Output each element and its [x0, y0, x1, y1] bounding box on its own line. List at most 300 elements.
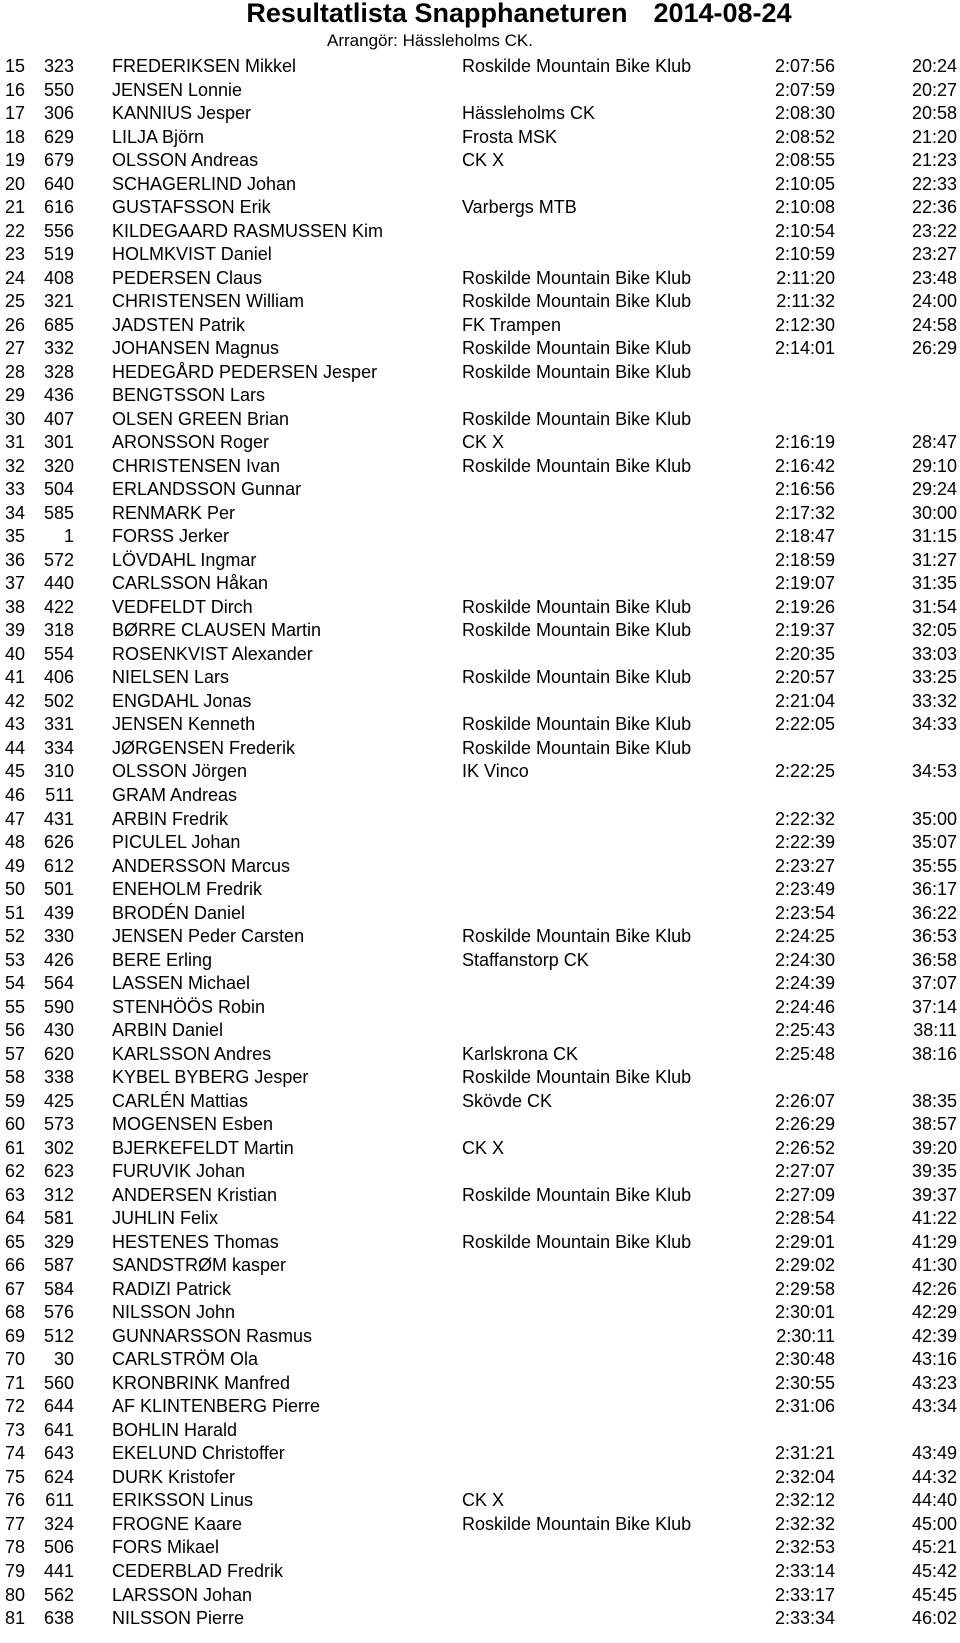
- bib-cell: 422: [43, 596, 74, 617]
- diff-cell: 38:16: [911, 1043, 957, 1064]
- bib-cell: 323: [43, 56, 74, 76]
- name-cell: BERE Erling: [112, 949, 213, 970]
- bib-cell: 312: [43, 1184, 74, 1205]
- table-row: [0, 1536, 960, 1560]
- name-cell: KRONBRINK Manfred: [112, 1372, 291, 1393]
- diff-cell: 35:55: [911, 855, 957, 876]
- time-cell: 2:10:54: [774, 220, 835, 241]
- name-cell: AF KLINTENBERG Pierre: [112, 1396, 321, 1417]
- bib-cell: 430: [43, 1020, 74, 1041]
- table-row: [0, 1466, 960, 1490]
- place-cell: 74: [5, 1443, 26, 1464]
- name-cell: ENEHOLM Fredrik: [112, 879, 263, 900]
- time-cell: 2:20:57: [774, 667, 835, 688]
- place-cell: 25: [5, 291, 26, 312]
- place-cell: 66: [5, 1255, 26, 1276]
- place-cell: 30: [5, 408, 26, 429]
- table-row: [0, 1184, 960, 1208]
- diff-cell: 31:15: [911, 526, 957, 547]
- table-row: [0, 431, 960, 455]
- time-cell: 2:22:25: [774, 761, 835, 782]
- place-cell: 61: [5, 1137, 26, 1158]
- place-cell: 19: [5, 150, 26, 171]
- time-cell: 2:25:43: [774, 1020, 835, 1041]
- place-cell: 46: [5, 784, 26, 805]
- bib-cell: 301: [43, 432, 74, 453]
- name-cell: ROSENKVIST Alexander: [112, 643, 313, 664]
- diff-cell: 45:42: [911, 1561, 957, 1581]
- name-cell: DURK Kristofer: [112, 1466, 236, 1487]
- table-row: [0, 1395, 960, 1419]
- time-cell: 2:32:04: [774, 1466, 835, 1487]
- time-cell: 2:08:52: [774, 126, 835, 147]
- bib-cell: 562: [43, 1584, 74, 1605]
- place-cell: 59: [5, 1090, 26, 1111]
- place-cell: 75: [5, 1466, 26, 1487]
- diff-cell: 39:20: [911, 1137, 957, 1158]
- diff-cell: 36:17: [911, 879, 957, 900]
- bib-cell: 641: [43, 1419, 74, 1440]
- table-row: [0, 267, 960, 291]
- table-row: [0, 1207, 960, 1231]
- table-row: [0, 619, 960, 643]
- name-cell: JØRGENSEN Frederik: [112, 737, 296, 758]
- diff-cell: 45:21: [911, 1537, 957, 1558]
- time-cell: 2:31:06: [774, 1396, 835, 1417]
- bib-cell: 506: [43, 1537, 74, 1558]
- time-cell: 2:24:30: [774, 949, 835, 970]
- bib-cell: 685: [43, 314, 74, 335]
- club-cell: CK X: [462, 1137, 505, 1158]
- name-cell: ERLANDSSON Gunnar: [112, 479, 302, 500]
- name-cell: OLSEN GREEN Brian: [112, 408, 290, 429]
- name-cell: HESTENES Thomas: [112, 1231, 279, 1252]
- bib-cell: 306: [43, 103, 74, 124]
- name-cell: HEDEGÅRD PEDERSEN Jesper: [112, 361, 378, 382]
- table-row: [0, 384, 960, 408]
- time-cell: 2:30:11: [776, 1325, 835, 1346]
- name-cell: CARLSSON Håkan: [112, 573, 269, 594]
- name-cell: LILJA Björn: [112, 126, 205, 147]
- diff-cell: 41:30: [911, 1255, 957, 1276]
- time-cell: 2:27:09: [774, 1184, 835, 1205]
- place-cell: 44: [5, 737, 26, 758]
- name-cell: OLSSON Andreas: [112, 150, 259, 171]
- name-cell: JUHLIN Felix: [112, 1208, 219, 1229]
- bib-cell: 504: [43, 479, 74, 500]
- place-cell: 50: [5, 879, 26, 900]
- time-cell: 2:07:56: [774, 56, 835, 76]
- time-cell: 2:10:08: [774, 197, 835, 218]
- time-cell: 2:22:39: [774, 832, 835, 853]
- table-row: [0, 196, 960, 220]
- place-cell: 23: [5, 244, 26, 265]
- club-cell: FK Trampen: [462, 314, 562, 335]
- time-cell: 2:24:39: [774, 973, 835, 994]
- time-cell: 2:08:55: [774, 150, 835, 171]
- bib-cell: 426: [43, 949, 74, 970]
- name-cell: ARONSSON Roger: [112, 432, 270, 453]
- bib-cell: 620: [43, 1043, 74, 1064]
- time-cell: 2:29:58: [774, 1278, 835, 1299]
- time-cell: 2:19:37: [774, 620, 835, 641]
- time-cell: 2:22:05: [774, 714, 835, 735]
- diff-cell: 42:29: [911, 1302, 957, 1323]
- name-cell: ENGDAHL Jonas: [112, 690, 252, 711]
- time-cell: 2:29:01: [774, 1231, 835, 1252]
- time-cell: 2:30:55: [774, 1372, 835, 1393]
- place-cell: 29: [5, 385, 26, 406]
- bib-cell: 572: [43, 549, 74, 570]
- time-cell: 2:30:01: [774, 1302, 835, 1323]
- time-cell: 2:26:07: [774, 1090, 835, 1111]
- bib-cell: 512: [43, 1325, 74, 1346]
- club-cell: Staffanstorp CK: [462, 949, 589, 970]
- title-text: Resultatlista Snapphaneturen: [246, 0, 628, 28]
- table-row: [0, 666, 960, 690]
- bib-cell: 318: [43, 620, 74, 641]
- diff-cell: 31:27: [911, 549, 957, 570]
- table-row: [0, 337, 960, 361]
- bib-cell: 436: [43, 385, 74, 406]
- club-cell: Roskilde Mountain Bike Klub: [462, 1067, 692, 1088]
- time-cell: 2:19:07: [774, 573, 835, 594]
- diff-cell: 29:10: [911, 455, 957, 476]
- bib-cell: 502: [43, 690, 74, 711]
- club-cell: Roskilde Mountain Bike Klub: [462, 620, 692, 641]
- bib-cell: 611: [45, 1490, 74, 1511]
- bib-cell: 329: [43, 1231, 74, 1252]
- name-cell: LARSSON Johan: [112, 1584, 253, 1605]
- bib-cell: 332: [43, 338, 74, 359]
- bib-cell: 554: [43, 643, 74, 664]
- name-cell: CARLÉN Mattias: [112, 1090, 249, 1111]
- name-cell: JENSEN Kenneth: [112, 714, 256, 735]
- name-cell: CHRISTENSEN William: [112, 291, 305, 312]
- time-cell: 2:08:30: [774, 103, 835, 124]
- table-row: [0, 1584, 960, 1608]
- place-cell: 78: [5, 1537, 26, 1558]
- name-cell: EKELUND Christoffer: [112, 1443, 285, 1464]
- diff-cell: 29:24: [911, 479, 957, 500]
- diff-cell: 36:22: [911, 902, 957, 923]
- club-cell: Karlskrona CK: [462, 1043, 579, 1064]
- table-row: [0, 1419, 960, 1443]
- bib-cell: 440: [43, 573, 74, 594]
- table-row: [0, 1043, 960, 1067]
- table-row: [0, 408, 960, 432]
- bib-cell: 302: [43, 1137, 74, 1158]
- place-cell: 38: [5, 596, 26, 617]
- place-cell: 47: [5, 808, 26, 829]
- table-row: [0, 1090, 960, 1114]
- diff-cell: 39:35: [911, 1161, 957, 1182]
- name-cell: GUNNARSSON Rasmus: [112, 1325, 313, 1346]
- diff-cell: 22:36: [911, 197, 957, 218]
- diff-cell: 43:23: [911, 1372, 957, 1393]
- table-row: [0, 643, 960, 667]
- table-row: [0, 878, 960, 902]
- table-row: [0, 1278, 960, 1302]
- table-row: [0, 478, 960, 502]
- name-cell: JADSTEN Patrik: [112, 314, 246, 335]
- place-cell: 65: [5, 1231, 26, 1252]
- time-cell: 2:11:32: [776, 291, 835, 312]
- table-row: [0, 102, 960, 126]
- name-cell: NIELSEN Lars: [112, 667, 230, 688]
- time-cell: 2:27:07: [774, 1161, 835, 1182]
- diff-cell: 24:58: [911, 314, 957, 335]
- table-row: [0, 314, 960, 338]
- place-cell: 55: [5, 996, 26, 1017]
- diff-cell: 42:39: [911, 1325, 957, 1346]
- results-table: [0, 55, 960, 1631]
- diff-cell: 21:23: [911, 150, 957, 171]
- bib-cell: 626: [43, 832, 74, 853]
- table-row: [0, 760, 960, 784]
- name-cell: FORSS Jerker: [112, 526, 230, 547]
- name-cell: ARBIN Fredrik: [112, 808, 229, 829]
- name-cell: NILSSON Pierre: [112, 1608, 245, 1629]
- club-cell: Roskilde Mountain Bike Klub: [462, 56, 692, 76]
- diff-cell: 33:03: [911, 643, 957, 664]
- club-cell: Frosta MSK: [462, 126, 558, 147]
- table-row: [0, 361, 960, 385]
- place-cell: 72: [5, 1396, 26, 1417]
- table-row: [0, 572, 960, 596]
- name-cell: FURUVIK Johan: [112, 1161, 246, 1182]
- diff-cell: 38:57: [911, 1114, 957, 1135]
- diff-cell: 28:47: [911, 432, 957, 453]
- diff-cell: 23:48: [911, 267, 957, 288]
- diff-cell: 44:40: [911, 1490, 957, 1511]
- name-cell: MOGENSEN Esben: [112, 1114, 274, 1135]
- club-cell: Hässleholms CK: [462, 103, 596, 124]
- name-cell: RENMARK Per: [112, 502, 236, 523]
- time-cell: 2:30:48: [774, 1349, 835, 1370]
- table-row: [0, 1231, 960, 1255]
- place-cell: 57: [5, 1043, 26, 1064]
- diff-cell: 20:24: [911, 56, 957, 76]
- place-cell: 31: [5, 432, 26, 453]
- bib-cell: 623: [43, 1161, 74, 1182]
- time-cell: 2:18:59: [774, 549, 835, 570]
- name-cell: PEDERSEN Claus: [112, 267, 263, 288]
- place-cell: 56: [5, 1020, 26, 1041]
- name-cell: HOLMKVIST Daniel: [112, 244, 272, 265]
- bib-cell: 519: [43, 244, 74, 265]
- bib-cell: 328: [43, 361, 74, 382]
- club-cell: Roskilde Mountain Bike Klub: [462, 596, 692, 617]
- name-cell: JOHANSEN Magnus: [112, 338, 280, 359]
- table-row: [0, 1066, 960, 1090]
- diff-cell: 43:16: [911, 1349, 957, 1370]
- table-row: [0, 1372, 960, 1396]
- time-cell: 2:32:32: [774, 1513, 835, 1534]
- place-cell: 79: [5, 1561, 26, 1581]
- bib-cell: 310: [43, 761, 74, 782]
- club-cell: Roskilde Mountain Bike Klub: [462, 737, 692, 758]
- club-cell: Roskilde Mountain Bike Klub: [462, 714, 692, 735]
- time-cell: 2:33:34: [774, 1608, 835, 1629]
- time-cell: 2:24:25: [774, 926, 835, 947]
- time-cell: 2:07:59: [774, 79, 835, 100]
- bib-cell: 560: [43, 1372, 74, 1393]
- diff-cell: 41:29: [911, 1231, 957, 1252]
- table-row: [0, 1254, 960, 1278]
- table-row: [0, 972, 960, 996]
- time-cell: 2:11:20: [776, 267, 835, 288]
- time-cell: 2:33:14: [774, 1561, 835, 1581]
- place-cell: 70: [5, 1349, 26, 1370]
- bib-cell: 431: [43, 808, 74, 829]
- place-cell: 52: [5, 926, 26, 947]
- table-row: [0, 808, 960, 832]
- bib-cell: 30: [53, 1349, 74, 1370]
- diff-cell: 21:20: [911, 126, 957, 147]
- club-cell: Roskilde Mountain Bike Klub: [462, 926, 692, 947]
- name-cell: SANDSTRØM kasper: [112, 1255, 287, 1276]
- club-cell: Roskilde Mountain Bike Klub: [462, 667, 692, 688]
- table-row: [0, 525, 960, 549]
- bib-cell: 556: [43, 220, 74, 241]
- bib-cell: 629: [43, 126, 74, 147]
- bib-cell: 320: [43, 455, 74, 476]
- diff-cell: 33:32: [911, 690, 957, 711]
- bib-cell: 425: [43, 1090, 74, 1111]
- table-row: [0, 243, 960, 267]
- table-row: [0, 1348, 960, 1372]
- club-cell: Roskilde Mountain Bike Klub: [462, 338, 692, 359]
- name-cell: BØRRE CLAUSEN Martin: [112, 620, 322, 641]
- name-cell: NILSSON John: [112, 1302, 236, 1323]
- organizer-text: Arrangör: Hässleholms CK.: [327, 31, 533, 50]
- time-cell: 2:19:26: [774, 596, 835, 617]
- time-cell: 2:22:32: [774, 808, 835, 829]
- name-cell: PICULEL Johan: [112, 832, 241, 853]
- diff-cell: 46:02: [911, 1608, 957, 1629]
- name-cell: LÖVDAHL Ingmar: [112, 549, 257, 570]
- place-cell: 40: [5, 643, 26, 664]
- bib-cell: 587: [43, 1255, 74, 1276]
- club-cell: CK X: [462, 1490, 505, 1511]
- place-cell: 77: [5, 1513, 26, 1534]
- bib-cell: 334: [43, 737, 74, 758]
- table-row: [0, 996, 960, 1020]
- name-cell: LASSEN Michael: [112, 973, 251, 994]
- table-row: [0, 79, 960, 103]
- place-cell: 35: [5, 526, 26, 547]
- time-cell: 2:10:59: [774, 244, 835, 265]
- place-cell: 54: [5, 973, 26, 994]
- place-cell: 63: [5, 1184, 26, 1205]
- name-cell: ANDERSEN Kristian: [112, 1184, 278, 1205]
- place-cell: 67: [5, 1278, 26, 1299]
- name-cell: ERIKSSON Linus: [112, 1490, 254, 1511]
- bib-cell: 584: [43, 1278, 74, 1299]
- bib-cell: 616: [43, 197, 74, 218]
- place-cell: 64: [5, 1208, 26, 1229]
- table-row: [0, 1325, 960, 1349]
- place-cell: 16: [5, 79, 26, 100]
- time-cell: 2:23:27: [774, 855, 835, 876]
- time-cell: 2:16:42: [774, 455, 835, 476]
- event-date: 2014-08-24: [653, 0, 792, 28]
- club-cell: Varbergs MTB: [462, 197, 577, 218]
- diff-cell: 23:22: [911, 220, 957, 241]
- bib-cell: 585: [43, 502, 74, 523]
- club-cell: Roskilde Mountain Bike Klub: [462, 267, 692, 288]
- diff-cell: 36:58: [911, 949, 957, 970]
- name-cell: OLSSON Jörgen: [112, 761, 248, 782]
- place-cell: 80: [5, 1584, 26, 1605]
- place-cell: 26: [5, 314, 26, 335]
- place-cell: 36: [5, 549, 26, 570]
- place-cell: 76: [5, 1490, 26, 1511]
- table-row: [0, 1301, 960, 1325]
- diff-cell: 32:05: [911, 620, 957, 641]
- bib-cell: 573: [43, 1114, 74, 1135]
- place-cell: 37: [5, 573, 26, 594]
- bib-cell: 638: [43, 1608, 74, 1629]
- bib-cell: 644: [43, 1396, 74, 1417]
- diff-cell: 24:00: [911, 291, 957, 312]
- club-cell: Skövde CK: [462, 1090, 553, 1111]
- diff-cell: 30:00: [911, 502, 957, 523]
- name-cell: ANDERSSON Marcus: [112, 855, 291, 876]
- table-row: [0, 455, 960, 479]
- place-cell: 45: [5, 761, 26, 782]
- place-cell: 20: [5, 173, 26, 194]
- time-cell: 2:32:12: [774, 1490, 835, 1511]
- name-cell: CEDERBLAD Fredrik: [112, 1561, 284, 1581]
- place-cell: 27: [5, 338, 26, 359]
- diff-cell: 33:25: [911, 667, 957, 688]
- time-cell: 2:26:29: [774, 1114, 835, 1135]
- table-row: [0, 1607, 960, 1631]
- place-cell: 49: [5, 855, 26, 876]
- bib-cell: 406: [43, 667, 74, 688]
- time-cell: 2:24:46: [774, 996, 835, 1017]
- diff-cell: 20:27: [911, 79, 957, 100]
- bib-cell: 1: [63, 526, 74, 547]
- bib-cell: 576: [43, 1302, 74, 1323]
- time-cell: 2:28:54: [774, 1208, 835, 1229]
- name-cell: KILDEGAARD RASMUSSEN Kim: [112, 220, 384, 241]
- place-cell: 51: [5, 902, 26, 923]
- bib-cell: 581: [43, 1208, 74, 1229]
- diff-cell: 37:14: [911, 996, 957, 1017]
- bib-cell: 612: [43, 855, 74, 876]
- name-cell: FORS Mikael: [112, 1537, 220, 1558]
- name-cell: BRODÉN Daniel: [112, 902, 246, 923]
- club-cell: Roskilde Mountain Bike Klub: [462, 1184, 692, 1205]
- place-cell: 43: [5, 714, 26, 735]
- time-cell: 2:10:05: [774, 173, 835, 194]
- diff-cell: 45:00: [911, 1513, 957, 1534]
- name-cell: RADIZI Patrick: [112, 1278, 232, 1299]
- table-row: [0, 902, 960, 926]
- place-cell: 24: [5, 267, 26, 288]
- time-cell: 2:17:32: [774, 502, 835, 523]
- bib-cell: 408: [43, 267, 74, 288]
- name-cell: GRAM Andreas: [112, 784, 238, 805]
- time-cell: 2:16:56: [774, 479, 835, 500]
- table-row: [0, 1560, 960, 1584]
- bib-cell: 643: [43, 1443, 74, 1464]
- table-row: [0, 1489, 960, 1513]
- name-cell: BJERKEFELDT Martin: [112, 1137, 294, 1158]
